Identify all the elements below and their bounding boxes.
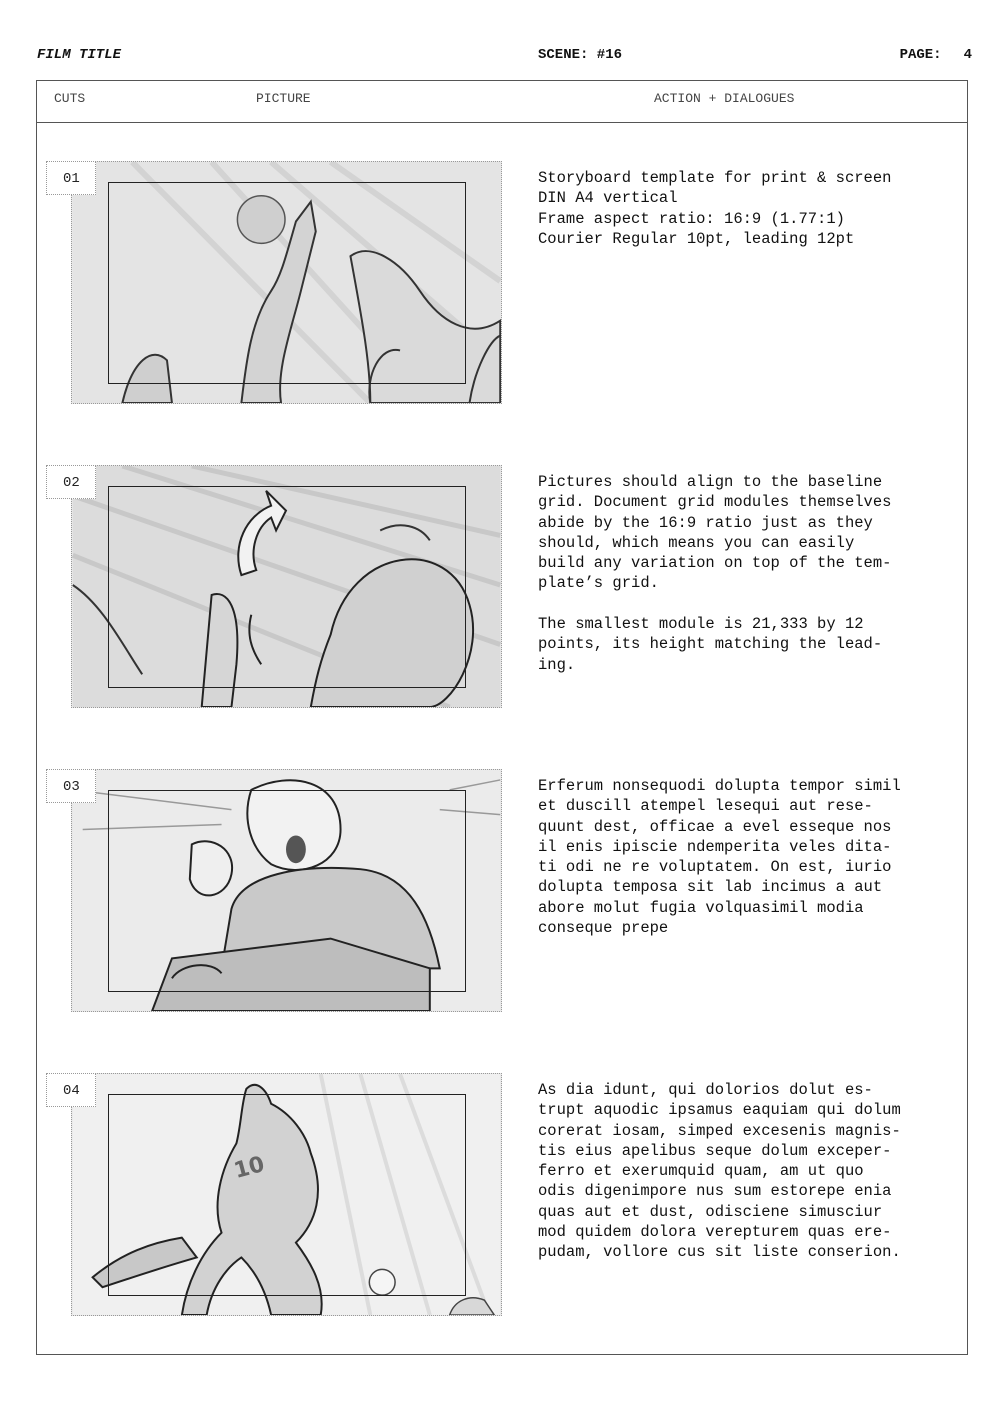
action-text-04: As dia idunt, qui dolorios dolut es- trupt aquodic ipsamus eaquiam qui dolum corerat iosam, simped excesenis magnis- tis eius apelibus seque dolum exceper- ferro et exerumquid quam, am ut quo odis digenimpore nus sum estorepe enia quas aut et dust, odisciene simusciur mod quidem dolora verepturem quas ere- pudam, vollore cus sit liste conserion.: [538, 1081, 901, 1262]
column-headers: [37, 81, 967, 123]
cut-number-03: 03: [46, 769, 96, 803]
safe-area-frame: [108, 182, 466, 384]
storyboard-panel-03: [71, 769, 502, 1012]
action-text-02: Pictures should align to the baseline grid. Document grid modules themselves abide by the 16:9 ratio just as they should, which means you can easily build any variation on top of the tem- plate’s grid. The smallest module is 21,333 by 12 points, its height matching the lead- ing.: [538, 473, 892, 674]
safe-area-frame: [108, 790, 466, 992]
scene-number: SCENE: #16: [538, 47, 623, 63]
action-text-01: Storyboard template for print & screen DIN A4 vertical Frame aspect ratio: 16:9 (1.77:1) Courier Regular 10pt, leading 12pt: [538, 169, 892, 248]
action-text-03: Erferum nonsequodi dolupta tempor simil et duscill atempel lesequi aut rese- quunt dest, officae a evel esseque nos il enis ipiscie ndemperita veles dita- ti odi ne re voluptatem. On est, iurio dolupta temposa sit lab incimus a aut abore molut fugia volquasimil modia conseque prepe: [538, 777, 901, 938]
cut-number-04: 04: [46, 1073, 96, 1107]
film-title: FILM TITLE: [37, 47, 122, 63]
column-header-action: ACTION + DIALOGUES: [654, 91, 795, 106]
storyboard-panel-01: [71, 161, 502, 404]
page-indicator: [900, 47, 972, 63]
page-label: PAGE:: [899, 47, 942, 63]
storyboard-panel-04: [71, 1073, 502, 1316]
cut-number-01: 01: [46, 161, 96, 195]
page-number: 4: [963, 47, 972, 63]
safe-area-frame: [108, 486, 466, 688]
column-header-cuts: CUTS: [54, 91, 86, 106]
storyboard-panel-02: [71, 465, 502, 708]
safe-area-frame: [108, 1094, 466, 1296]
svg-text:10: 10: [231, 1151, 268, 1184]
column-header-picture: PICTURE: [256, 91, 311, 106]
cut-number-02: 02: [46, 465, 96, 499]
